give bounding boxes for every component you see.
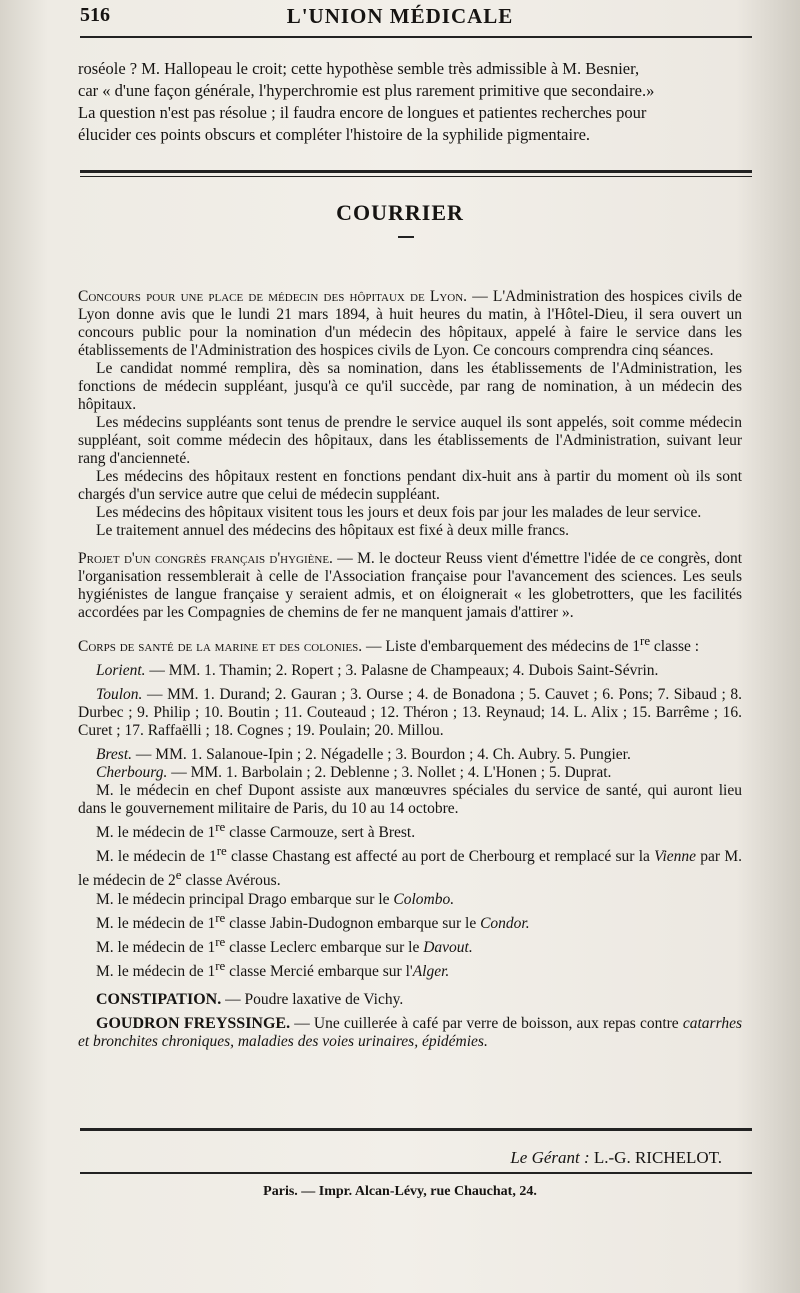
- corps-note: M. le médecin en chef Dupont assiste aux manœuvres spéciales du service de santé, qui auront lieu dans le gouvernement militaire de Paris, du 10 au 14 octobre.: [78, 782, 742, 818]
- section-rule: [80, 170, 752, 173]
- journal-title: L'UNION MÉDICALE: [286, 4, 514, 28]
- concours-paragraph: Les médecins des hôpitaux visitent tous les jours et deux fois par jour les malades de leur service.: [96, 504, 702, 521]
- corps-note: M. le médecin de 1re classe Chastang est affecté au port de Cherbourg et remplacé sur la Vienne par M. le médecin de 2e classe Avérous.: [78, 843, 742, 890]
- lorient-list: Lorient. — MM. 1. Thamin; 2. Ropert ; 3. Palasne de Champeaux; 4. Dubois Saint-Sévrin.: [96, 662, 659, 680]
- gerant-signature: Le Gérant : L.-G. RICHELOT.: [510, 1148, 722, 1167]
- intro-line: élucider ces points obscurs et compléter l'histoire de la syphilide pigmentaire.: [78, 125, 591, 144]
- intro-line: La question n'est pas résolue ; il faudra encore de longues et patientes recherches pour: [78, 103, 647, 122]
- ad-goudron-name: GOUDRON FREYSSINGE.: [96, 1015, 291, 1033]
- intro-line: roséole ? M. Hallopeau le croit; cette hypothèse semble très admissible à M. Besnier,: [78, 59, 640, 78]
- imprint-rule: [80, 1172, 752, 1174]
- ad-goudron: GOUDRON FREYSSINGE. — Une cuillerée à café par verre de boisson, aux repas contre catarrhes et bronchites chroniques, maladies des voies urinaires, épidémies.: [78, 1015, 742, 1051]
- concours-paragraph: Concours pour une place de médecin des hôpitaux de Lyon. — L'Administration des hospices civils de Lyon donne avis que le lundi 21 mars 1894, à huit heures du matin, à l'Hôtel-Dieu, il sera ouvert un concours public pour la nomination d'un médecin des hôpitaux, appelé à faire le service dans les établissements de l'Administration des hospices civils de Lyon. Ce concours comprendra cinq séances.: [78, 288, 742, 359]
- running-header: [0, 4, 800, 32]
- section-divider: [398, 236, 414, 238]
- projet-heading: Projet d'un congrès français d'hygiène.: [78, 550, 333, 567]
- corps-note: M. le médecin de 1re classe Carmouze, sert à Brest.: [96, 819, 416, 842]
- corps-note: M. le médecin principal Drago embarque sur le Colombo.: [96, 890, 455, 908]
- corps-note: M. le médecin de 1re classe Mercié embarque sur l'Alger.: [96, 957, 450, 981]
- ad-constipation: CONSTIPATION. — Poudre laxative de Vichy.: [96, 991, 404, 1009]
- concours-paragraph: Les médecins des hôpitaux restent en fonctions pendant dix-huit ans à partir du moment où ils sont chargés d'un service autre que celui de médecin suppléant.: [78, 468, 742, 503]
- projet-paragraph: Projet d'un congrès français d'hygiène. — M. le docteur Reuss vient d'émettre l'idée de ce congrès, dont l'organisation ressemblerait à celle de l'Association française pour l'avancement des sciences. Les seuls hygiénistes de langue française y seraient admis, et on éloignerait « les globetrotters, que les facilités accordées par les Compagnies de chemins de fer ne manquent jamais d'attirer ».: [78, 550, 743, 621]
- intro-paragraph: [78, 58, 742, 146]
- section-title: COURRIER: [336, 200, 464, 225]
- corps-note: M. le médecin de 1re classe Leclerc embarque sur le Davout.: [96, 933, 473, 956]
- intro-line: car « d'une façon générale, l'hyperchromie est plus rarement primitive que secondaire.»: [78, 81, 655, 100]
- corps-note: M. le médecin de 1re classe Jabin-Dudognon embarque sur le Condor.: [96, 909, 530, 932]
- section-rule-thin: [80, 176, 752, 177]
- corps-intro: Corps de santé de la marine et des colonies. — Liste d'embarquement des médecins de 1re classe :: [78, 633, 700, 656]
- printer-imprint: Paris. — Impr. Alcan-Lévy, rue Chauchat, 24.: [263, 1184, 537, 1199]
- page-number: 516: [80, 4, 110, 26]
- brest-list: Brest. — MM. 1. Salanoue-Ipin ; 2. Négadelle ; 3. Bourdon ; 4. Ch. Aubry. 5. Pungier.: [96, 746, 631, 764]
- concours-heading: Concours pour une place de médecin des hôpitaux de Lyon.: [78, 288, 468, 305]
- toulon-list: Toulon. — MM. 1. Durand; 2. Gauran ; 3. Ourse ; 4. de Bonadona ; 5. Cauvet ; 6. Pons; 7. Sibaud ; 8. Durbec ; 9. Philip ; 10. Boutin ; 11. Couteaud ; 12. Théron ; 13. Reynaud; 14. L. Alix ; 15. Barrême ; 16. Curet ; 17. Raffaëlli ; 18. Cognes ; 19. Poulain; 20. Millou.: [78, 686, 742, 740]
- footer-rule: [80, 1128, 752, 1131]
- concours-paragraph: Le traitement annuel des médecins des hôpitaux est fixé à deux mille francs.: [96, 522, 570, 539]
- cherbourg-list: Cherbourg. — MM. 1. Barbolain ; 2. Deblenne ; 3. Nollet ; 4. L'Honen ; 5. Duprat.: [96, 764, 612, 782]
- concours-paragraph: Le candidat nommé remplira, dès sa nomination, dans les établissements de l'Administration, les fonctions de médecin suppléant, jusqu'à ce qu'il succède, par rang de nomination, à un médecin des hôpitaux.: [78, 360, 742, 413]
- courrier-body: [78, 288, 742, 1051]
- header-rule: [80, 36, 752, 38]
- concours-paragraph: Les médecins suppléants sont tenus de prendre le service auquel ils sont appelés, soit comme médecin suppléant, soit comme médecin des hôpitaux, dans les établissements de l'Administration, suivant leur rang d'ancienneté.: [78, 414, 742, 467]
- corps-heading: Corps de santé de la marine et des colonies.: [78, 638, 363, 656]
- ad-constipation-name: CONSTIPATION.: [96, 991, 222, 1009]
